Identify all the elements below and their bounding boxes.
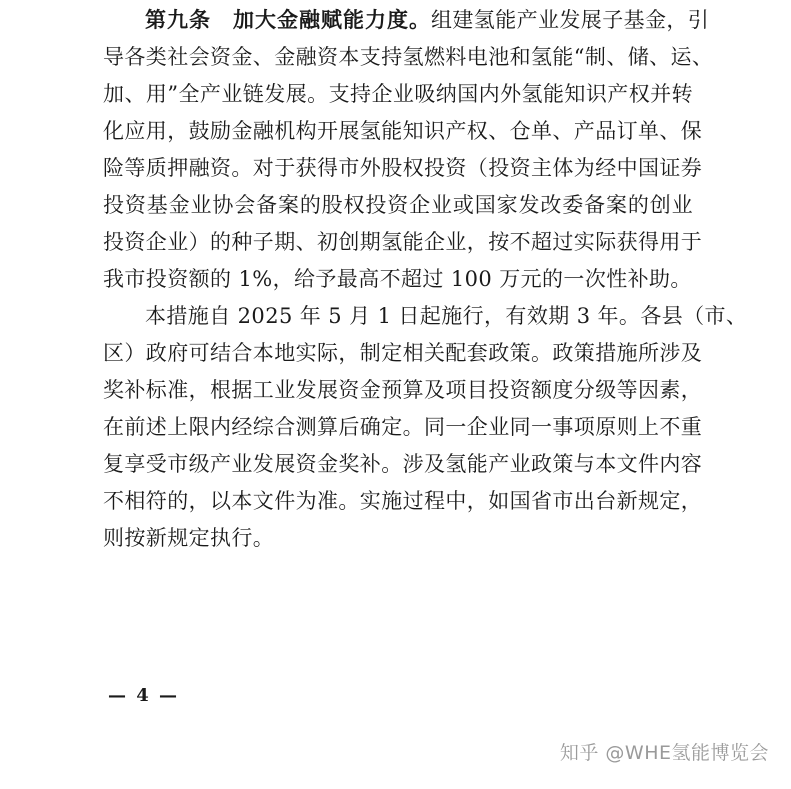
article-nine-line-5: 险等质押融资。对于获得市外股权投资（投资主体为经中国证券	[103, 156, 703, 180]
implementation-line-7: 则按新规定执行。	[103, 526, 275, 550]
implementation-line-2: 区）政府可结合本地实际，制定相关配套政策。政策措施所涉及	[103, 341, 703, 365]
article-nine-line-3: 加、用”全产业链发展。支持企业吸纳国内外氢能知识产权并转	[103, 82, 693, 106]
article-nine-heading: 第九条 加大金融赋能力度。	[145, 8, 431, 32]
article-nine-line-4: 化应用，鼓励金融机构开展氢能知识产权、仓单、产品订单、保	[103, 119, 703, 143]
article-nine-line-7: 投资企业）的种子期、初创期氢能企业，按不超过实际获得用于	[103, 230, 703, 254]
article-nine-line-2: 导各类社会资金、金融资本支持氢燃料电池和氢能“制、储、运、	[103, 45, 714, 69]
implementation-line-6: 不相符的，以本文件为准。实施过程中，如国省市出台新规定，	[103, 489, 703, 513]
article-nine-line-6: 投资基金业协会备案的股权投资企业或国家发改委备案的创业	[103, 193, 693, 217]
implementation-line-5: 复享受市级产业发展资金奖补。涉及氢能产业政策与本文件内容	[103, 452, 703, 476]
implementation-line-3: 奖补标准，根据工业发展资金预算及项目投资额度分级等因素，	[103, 378, 703, 402]
article-nine-line-8: 我市投资额的 1%，给予最高不超过 100 万元的一次性补助。	[103, 267, 692, 291]
implementation-line-4: 在前述上限内经综合测算后确定。同一企业同一事项原则上不重	[103, 415, 703, 439]
page-number: — 4 —	[108, 685, 180, 706]
article-nine-line-1	[145, 2, 710, 39]
implementation-line-1: 本措施自 2025 年 5 月 1 日起施行，有效期 3 年。各县（市、	[145, 304, 748, 328]
article-nine-text: 组建氢能产业发展子基金，引	[431, 8, 710, 32]
zhihu-watermark: 知乎 @WHE氢能博览会	[559, 742, 769, 764]
